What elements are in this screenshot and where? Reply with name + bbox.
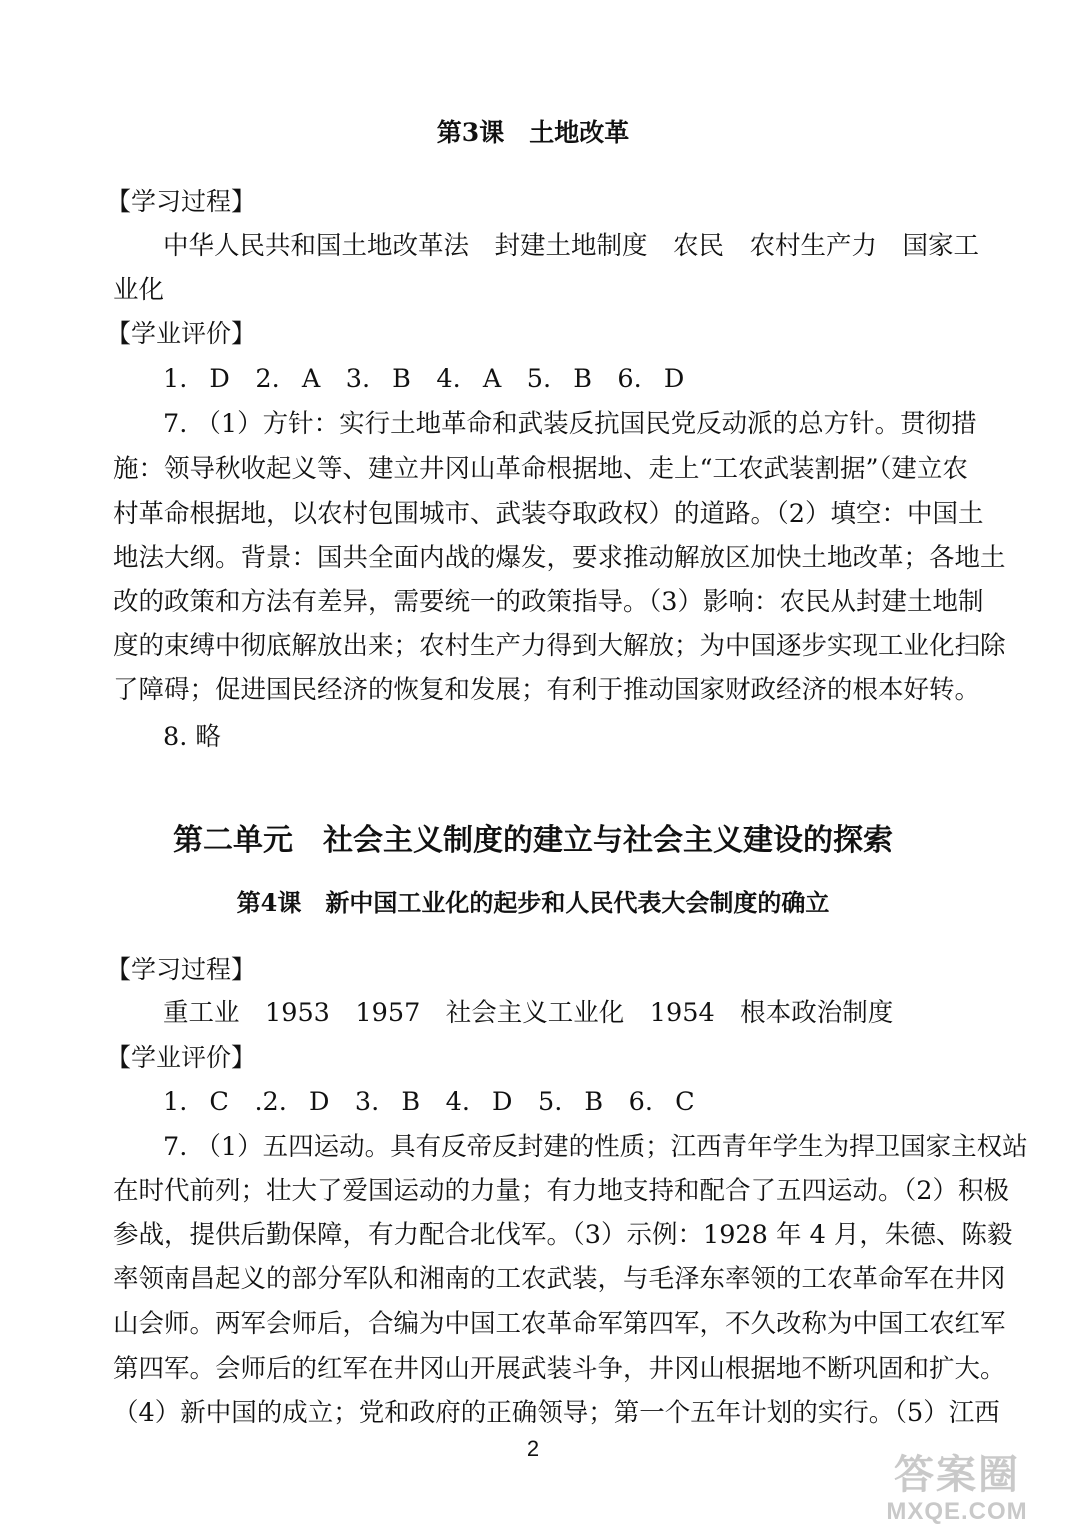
lesson-3-process-line-1: 中华人民共和国土地改革法 封建土地制度 农民 农村生产力 国家工 xyxy=(163,231,980,261)
lesson-3-q7-line-6: 度的束缚中彻底解放出来；农村生产力得到大解放；为中国逐步实现工业化扫除 xyxy=(113,631,1006,661)
lesson-4-title: 第4课 新中国工业化的起步和人民代表大会制度的确立 xyxy=(236,888,830,917)
lesson-3-q7-line-1: 7. （1）方针：实行土地革命和武装反抗国民党反动派的总方针。贯彻措 xyxy=(163,409,977,439)
lesson-3-process-heading: 【学习过程】 xyxy=(106,187,257,216)
unit-2-title: 第二单元 社会主义制度的建立与社会主义建设的探索 xyxy=(173,823,893,858)
watermark-logo xyxy=(862,1452,1052,1530)
watermark-en-text: MXQE.COM xyxy=(886,1498,1028,1525)
lesson-4-q7-line-6: 第四军。会师后的红军在井冈山开展武装斗争，井冈山根据地不断巩固和扩大。 xyxy=(113,1354,1006,1384)
lesson-4-eval-heading: 【学业评价】 xyxy=(106,1043,257,1072)
lesson-3-q7-line-2: 施：领导秋收起义等、建立井冈山革命根据地、走上“工农武装割据”（建立农 xyxy=(113,454,968,484)
page-number: 2 xyxy=(526,1436,540,1461)
lesson-3-process-line-2: 业化 xyxy=(113,275,165,305)
lesson-4-q7-line-5: 山会师。两军会师后，合编为中国工农革命军第四军，不久改称为中国工农红军 xyxy=(113,1309,1006,1339)
lesson-3-title: 第3课 土地改革 xyxy=(436,118,630,147)
lesson-4-q7-line-2: 在时代前列；壮大了爱国运动的力量；有力地支持和配合了五四运动。（2）积极 xyxy=(113,1176,1009,1206)
lesson-3-q7-line-3: 村革命根据地，以农村包围城市、武装夺取政权）的道路。（2）填空：中国土 xyxy=(113,499,984,529)
lesson-3-answers: 1. D 2. A 3. B 4. A 5. B 6. D xyxy=(163,364,685,394)
lesson-4-q7-line-7: （4）新中国的成立；党和政府的正确领导；第一个五年计划的实行。（5）江西 xyxy=(113,1398,1000,1428)
lesson-4-q7-line-1: 7. （1）五四运动。具有反帝反封建的性质；江西青年学生为捍卫国家主权站 xyxy=(163,1132,1028,1162)
lesson-3-q7-line-5: 改的政策和方法有差异，需要统一的政策指导。（3）影响：农民从封建土地制 xyxy=(113,587,984,617)
lesson-3-q8: 8. 略 xyxy=(163,722,221,752)
lesson-3-q7-line-7: 了障碍；促进国民经济的恢复和发展；有利于推动国家财政经济的根本好转。 xyxy=(113,675,981,705)
lesson-4-process-heading: 【学习过程】 xyxy=(106,955,257,984)
lesson-3-eval-heading: 【学业评价】 xyxy=(106,319,257,348)
lesson-3-q7-line-4: 地法大纲。背景：国共全面内战的爆发，要求推动解放区加快土地改革；各地土 xyxy=(113,543,1006,573)
lesson-4-q7-line-4: 率领南昌起义的部分军队和湘南的工农武装，与毛泽东率领的工农革命军在井冈 xyxy=(113,1264,1006,1294)
lesson-4-process-line-1: 重工业 1953 1957 社会主义工业化 1954 根本政治制度 xyxy=(163,998,894,1028)
lesson-4-q7-line-3: 参战，提供后勤保障，有力配合北伐军。（3）示例：1928 年 4 月，朱德、陈毅 xyxy=(113,1220,1013,1250)
lesson-4-answers: 1. C .2. D 3. B 4. D 5. B 6. C xyxy=(163,1087,695,1117)
watermark-cn-text: 答案圈 xyxy=(894,1453,1020,1497)
